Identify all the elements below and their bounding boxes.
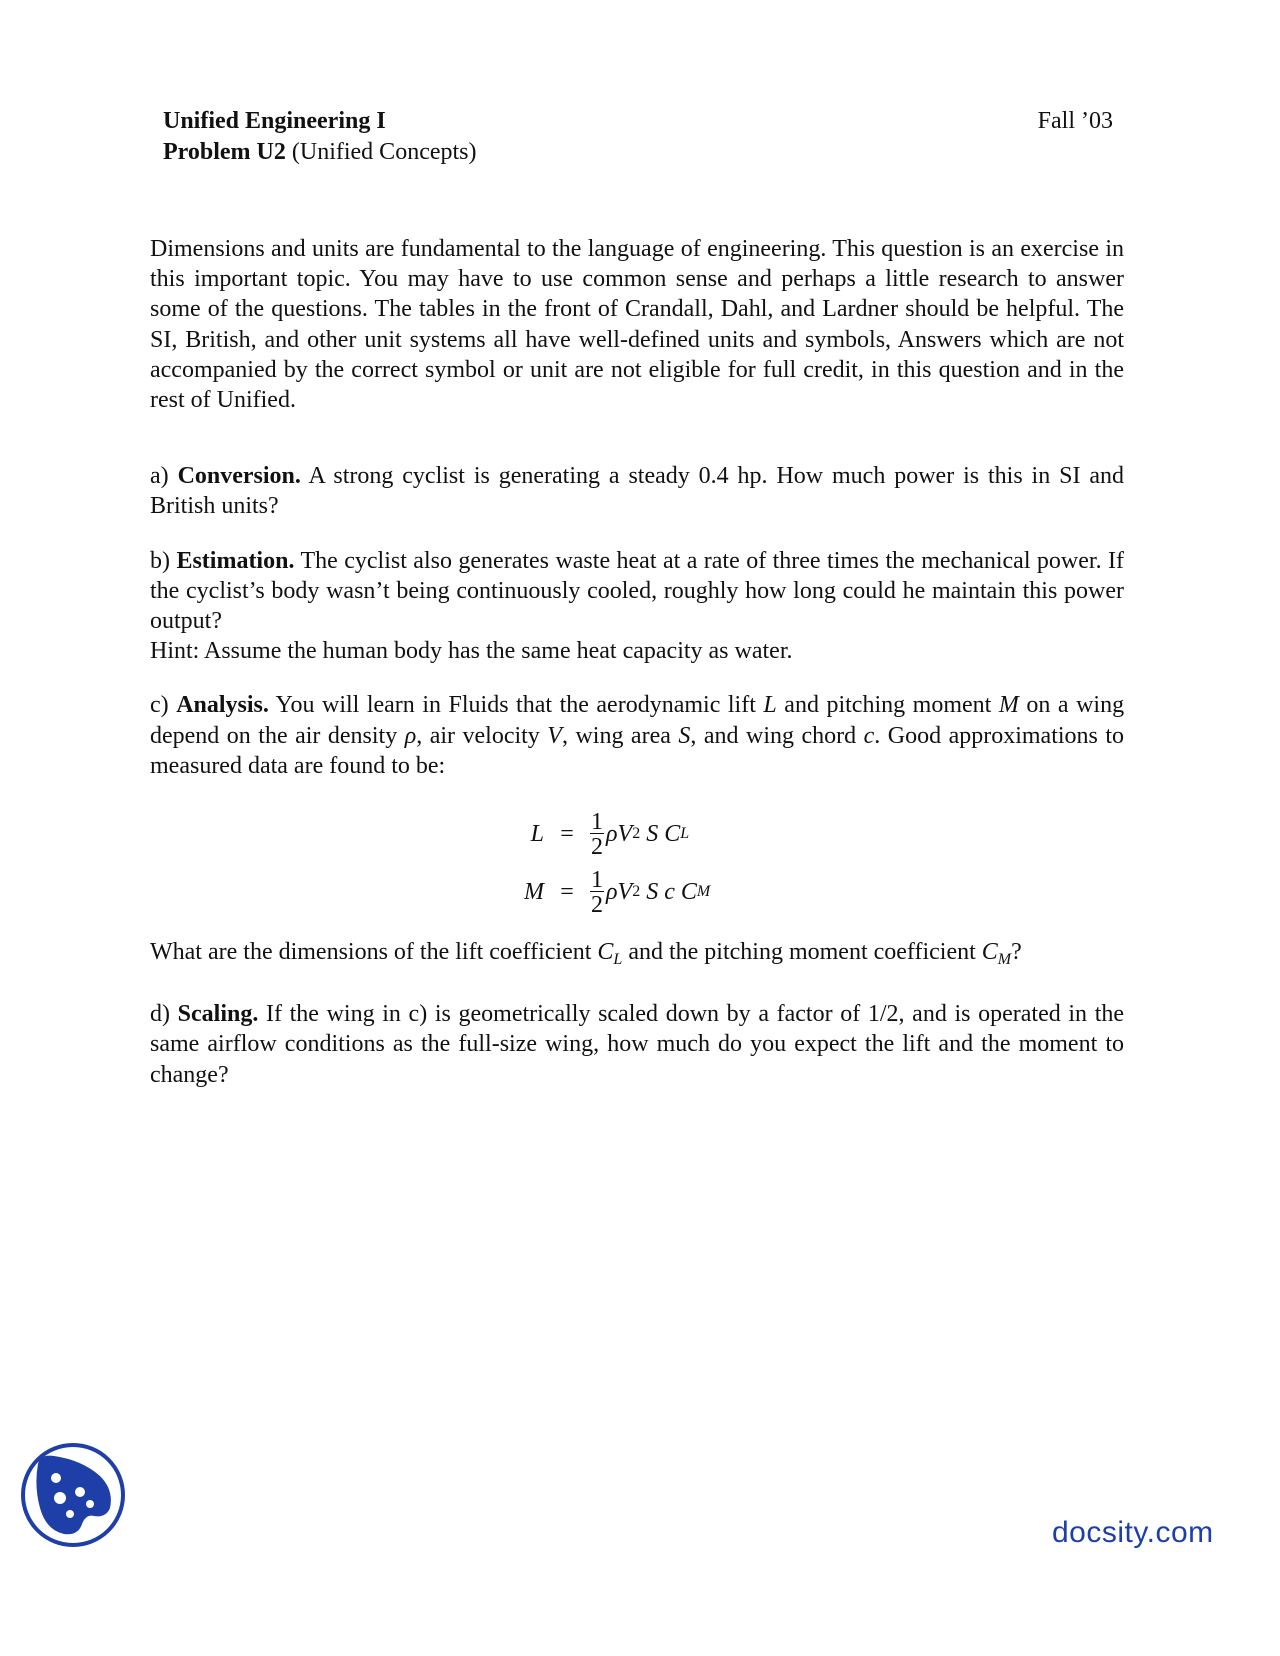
question-b: b) Estimation. The cyclist also generates waste heat at a rate of three times the mechanical power. If the cyclist’s body wasn’t being continuously cooled, roughly how long could he maintain this power output? [150,547,1124,635]
question-a-title: Conversion. [177,463,301,490]
problem-label: Problem U2 [163,139,286,165]
question-b-hint: Hint: Assume the human body has the same heat capacity as water. [150,638,793,665]
term-label: Fall ’03 [1037,108,1113,134]
fraction-half: $\frac{1}{2}$ [591,866,603,918]
question-d-text: If the wing in c) is geometrically scaled down by a factor of 1/2, and is operated in the same airflow conditions as the full-size wing, how much do you expect the lift and the moment to change? [150,1001,1125,1088]
question-a: a) Conversion. A strong cyclist is generating a steady 0.4 hp. How much power is this in SI and British units? [150,463,1125,520]
question-d: d) Scaling. If the wing in c) is geometrically scaled down by a factor of 1/2, and is operated in the same airflow conditions as the full-size wing, how much do you expect the lift and the moment to change? [150,1001,1125,1088]
question-c-followup: What are the dimensions of the lift coefficient $C_L$ and the pitching moment coefficient $C_M$? [150,939,1022,969]
document-header [163,106,1113,168]
question-a-text: A strong cyclist is generating a steady 0.4 hp. How much power is this in SI and British units? [150,463,1125,520]
equation-lift-rhs: $\frac{1}{2}$ ρ V 2 S C L [591,808,690,860]
equation-lift-lhs: L [530,821,544,848]
problem-topic: (Unified Concepts) [291,139,477,165]
question-d-title: Scaling. [177,1001,259,1028]
intro-paragraph: Dimensions and units are fundamental to the language of engineering. This question is an exercise in this important topic. You may have to use common sense and perhaps a little research to answer some of the questions. The tables in the front of Crandall, Dahl, and Lardner should be helpful. The SI, British, and other unit systems all have well-defined units and symbols, Answers which are not accompanied by the correct symbol or unit are not eligible for full credit, in this question and in the rest of Unified. [150,236,1124,414]
question-b-text: The cyclist also generates waste heat at a rate of three times the mechanical power. If the cyclist’s body wasn’t being continuously cooled, roughly how long could he maintain this power output? [150,547,1124,635]
equation-moment-rhs: $\frac{1}{2}$ ρ V 2 S c C M [591,866,711,918]
equation-moment-lhs: M [524,879,544,906]
docsity-brand-link[interactable]: docsity.com [1052,1516,1214,1549]
question-c: c) Analysis. You will learn in Fluids that the aerodynamic lift L and pitching moment M on a wing depend on the air density ρ, air velocity V, wing area S, and wing chord c. Good approximations to measured data are found to be: [150,692,1125,779]
document-body [150,234,1124,1114]
fraction-half: $\frac{1}{2}$ [591,808,603,860]
course-title: Unified Engineering I [163,108,386,134]
equation-block: L = $\frac{1}{2}$ ρ V 2 S C L M = $\frac{1}{2}$ ρ V 2 S c C M [150,805,1124,921]
question-b-title: Estimation. [176,547,295,574]
docsity-logo-icon[interactable] [20,1442,126,1548]
question-c-title: Analysis. [176,692,269,719]
